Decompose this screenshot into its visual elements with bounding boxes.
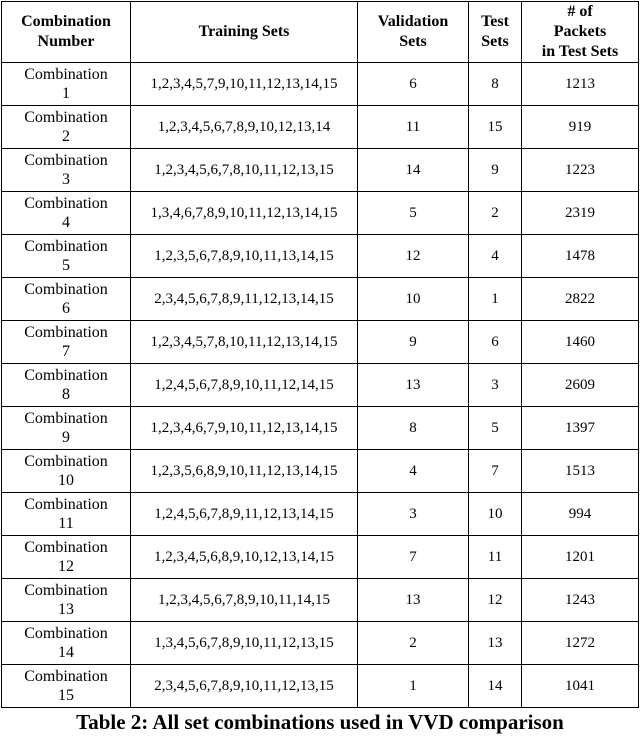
- header-line: in Test Sets: [541, 43, 619, 60]
- table-row: [2, 364, 639, 407]
- header-line: Number: [37, 33, 95, 50]
- combination-cell: [2, 450, 131, 493]
- validation-sets-cell: 6: [358, 63, 469, 106]
- packets-cell: 994: [522, 493, 639, 536]
- combination-label: Combination: [24, 109, 108, 126]
- training-sets-cell: 2,3,4,5,6,7,8,9,10,11,12,13,15: [131, 665, 358, 708]
- test-sets-cell: 9: [469, 149, 522, 192]
- table-row: [2, 493, 639, 536]
- packets-cell: 2609: [522, 364, 639, 407]
- combination-number: 9: [62, 429, 70, 446]
- test-sets-cell: 2: [469, 192, 522, 235]
- training-sets-cell: 1,2,4,5,6,7,8,9,10,11,12,14,15: [131, 364, 358, 407]
- packets-cell: 1213: [522, 63, 639, 106]
- combination-cell: [2, 278, 131, 321]
- combination-label: Combination: [24, 453, 108, 470]
- packets-cell: 1397: [522, 407, 639, 450]
- combination-number: 15: [58, 687, 74, 704]
- packets-cell: 1243: [522, 579, 639, 622]
- table-row: [2, 622, 639, 665]
- combination-label: Combination: [24, 324, 108, 341]
- table-body: [2, 63, 639, 708]
- table-row: [2, 536, 639, 579]
- table-row: [2, 149, 639, 192]
- header-validation-sets: [358, 2, 469, 63]
- training-sets-cell: 1,2,3,4,5,7,8,10,11,12,13,14,15: [131, 321, 358, 364]
- combination-cell: [2, 579, 131, 622]
- header-row: [2, 2, 639, 63]
- table-row: [2, 278, 639, 321]
- combination-cell: [2, 63, 131, 106]
- validation-sets-cell: 1: [358, 665, 469, 708]
- table-row: [2, 450, 639, 493]
- validation-sets-cell: 13: [358, 579, 469, 622]
- test-sets-cell: 12: [469, 579, 522, 622]
- training-sets-cell: 1,2,3,4,5,6,7,8,9,10,11,14,15: [131, 579, 358, 622]
- training-sets-cell: 1,2,3,4,6,7,9,10,11,12,13,14,15: [131, 407, 358, 450]
- header-line: Sets: [399, 33, 427, 50]
- packets-cell: 1223: [522, 149, 639, 192]
- test-sets-cell: 11: [469, 536, 522, 579]
- test-sets-cell: 15: [469, 106, 522, 149]
- header-line: Combination: [21, 13, 111, 30]
- combination-number: 10: [58, 472, 74, 489]
- test-sets-cell: 7: [469, 450, 522, 493]
- validation-sets-cell: 14: [358, 149, 469, 192]
- training-sets-cell: 1,2,3,4,5,6,7,8,9,10,12,13,14: [131, 106, 358, 149]
- validation-sets-cell: 11: [358, 106, 469, 149]
- combination-label: Combination: [24, 539, 108, 556]
- header-line: Test: [481, 13, 509, 30]
- combination-number: 2: [62, 128, 70, 145]
- training-sets-cell: 1,2,3,5,6,7,8,9,10,11,13,14,15: [131, 235, 358, 278]
- combination-cell: [2, 106, 131, 149]
- packets-cell: 1460: [522, 321, 639, 364]
- packets-cell: 1513: [522, 450, 639, 493]
- validation-sets-cell: 5: [358, 192, 469, 235]
- header-line: # of: [567, 3, 593, 20]
- combination-label: Combination: [24, 582, 108, 599]
- training-sets-cell: 1,2,3,4,5,6,7,8,10,11,12,13,15: [131, 149, 358, 192]
- table-row: [2, 106, 639, 149]
- table-row: [2, 665, 639, 708]
- header-line: Validation: [377, 13, 449, 30]
- combinations-table: [1, 1, 639, 708]
- header-line: Sets: [481, 33, 509, 50]
- header-line: Packets: [553, 23, 607, 40]
- combination-label: Combination: [24, 625, 108, 642]
- header-line: Training Sets: [198, 23, 290, 40]
- combination-label: Combination: [24, 238, 108, 255]
- combination-label: Combination: [24, 152, 108, 169]
- validation-sets-cell: 13: [358, 364, 469, 407]
- packets-cell: 1041: [522, 665, 639, 708]
- combination-label: Combination: [24, 195, 108, 212]
- training-sets-cell: 1,2,3,4,5,6,8,9,10,12,13,14,15: [131, 536, 358, 579]
- header-training-sets: [131, 2, 358, 63]
- combination-number: 3: [62, 171, 70, 188]
- validation-sets-cell: 10: [358, 278, 469, 321]
- validation-sets-cell: 9: [358, 321, 469, 364]
- combination-cell: [2, 149, 131, 192]
- combination-number: 1: [62, 85, 70, 102]
- validation-sets-cell: 3: [358, 493, 469, 536]
- table-row: [2, 579, 639, 622]
- combination-label: Combination: [24, 281, 108, 298]
- training-sets-cell: 1,2,4,5,6,7,8,9,11,12,13,14,15: [131, 493, 358, 536]
- combination-number: 13: [58, 601, 74, 618]
- combination-number: 12: [58, 558, 74, 575]
- training-sets-cell: 2,3,4,5,6,7,8,9,11,12,13,14,15: [131, 278, 358, 321]
- combination-cell: [2, 235, 131, 278]
- combination-cell: [2, 364, 131, 407]
- combination-number: 5: [62, 257, 70, 274]
- validation-sets-cell: 8: [358, 407, 469, 450]
- combination-cell: [2, 192, 131, 235]
- training-sets-cell: 1,2,3,5,6,8,9,10,11,12,13,14,15: [131, 450, 358, 493]
- combination-label: Combination: [24, 367, 108, 384]
- combination-number: 6: [62, 300, 70, 317]
- table-row: [2, 407, 639, 450]
- packets-cell: 1272: [522, 622, 639, 665]
- test-sets-cell: 13: [469, 622, 522, 665]
- combination-cell: [2, 321, 131, 364]
- training-sets-cell: 1,3,4,5,6,7,8,9,10,11,12,13,15: [131, 622, 358, 665]
- validation-sets-cell: 12: [358, 235, 469, 278]
- combination-cell: [2, 493, 131, 536]
- packets-cell: 919: [522, 106, 639, 149]
- combination-number: 4: [62, 214, 70, 231]
- combination-number: 14: [58, 644, 74, 661]
- header-combination-number: [2, 2, 131, 63]
- packets-cell: 2822: [522, 278, 639, 321]
- table-caption: Table 2: All set combinations used in VVD comparison: [76, 710, 564, 734]
- header-packets-in-test-sets: [522, 2, 639, 63]
- combination-label: Combination: [24, 410, 108, 427]
- test-sets-cell: 8: [469, 63, 522, 106]
- combination-number: 7: [62, 343, 70, 360]
- test-sets-cell: 4: [469, 235, 522, 278]
- table-row: [2, 63, 639, 106]
- combination-label: Combination: [24, 496, 108, 513]
- combination-number: 8: [62, 386, 70, 403]
- combination-label: Combination: [24, 66, 108, 83]
- test-sets-cell: 3: [469, 364, 522, 407]
- combination-cell: [2, 536, 131, 579]
- combination-cell: [2, 665, 131, 708]
- validation-sets-cell: 7: [358, 536, 469, 579]
- table-row: [2, 321, 639, 364]
- validation-sets-cell: 4: [358, 450, 469, 493]
- test-sets-cell: 14: [469, 665, 522, 708]
- test-sets-cell: 6: [469, 321, 522, 364]
- packets-cell: 2319: [522, 192, 639, 235]
- test-sets-cell: 10: [469, 493, 522, 536]
- training-sets-cell: 1,3,4,6,7,8,9,10,11,12,13,14,15: [131, 192, 358, 235]
- packets-cell: 1478: [522, 235, 639, 278]
- packets-cell: 1201: [522, 536, 639, 579]
- table-row: [2, 235, 639, 278]
- combination-cell: [2, 622, 131, 665]
- header-test-sets: [469, 2, 522, 63]
- test-sets-cell: 5: [469, 407, 522, 450]
- combination-label: Combination: [24, 668, 108, 685]
- combination-number: 11: [58, 515, 74, 532]
- table-row: [2, 192, 639, 235]
- combination-cell: [2, 407, 131, 450]
- validation-sets-cell: 2: [358, 622, 469, 665]
- test-sets-cell: 1: [469, 278, 522, 321]
- training-sets-cell: 1,2,3,4,5,7,9,10,11,12,13,14,15: [131, 63, 358, 106]
